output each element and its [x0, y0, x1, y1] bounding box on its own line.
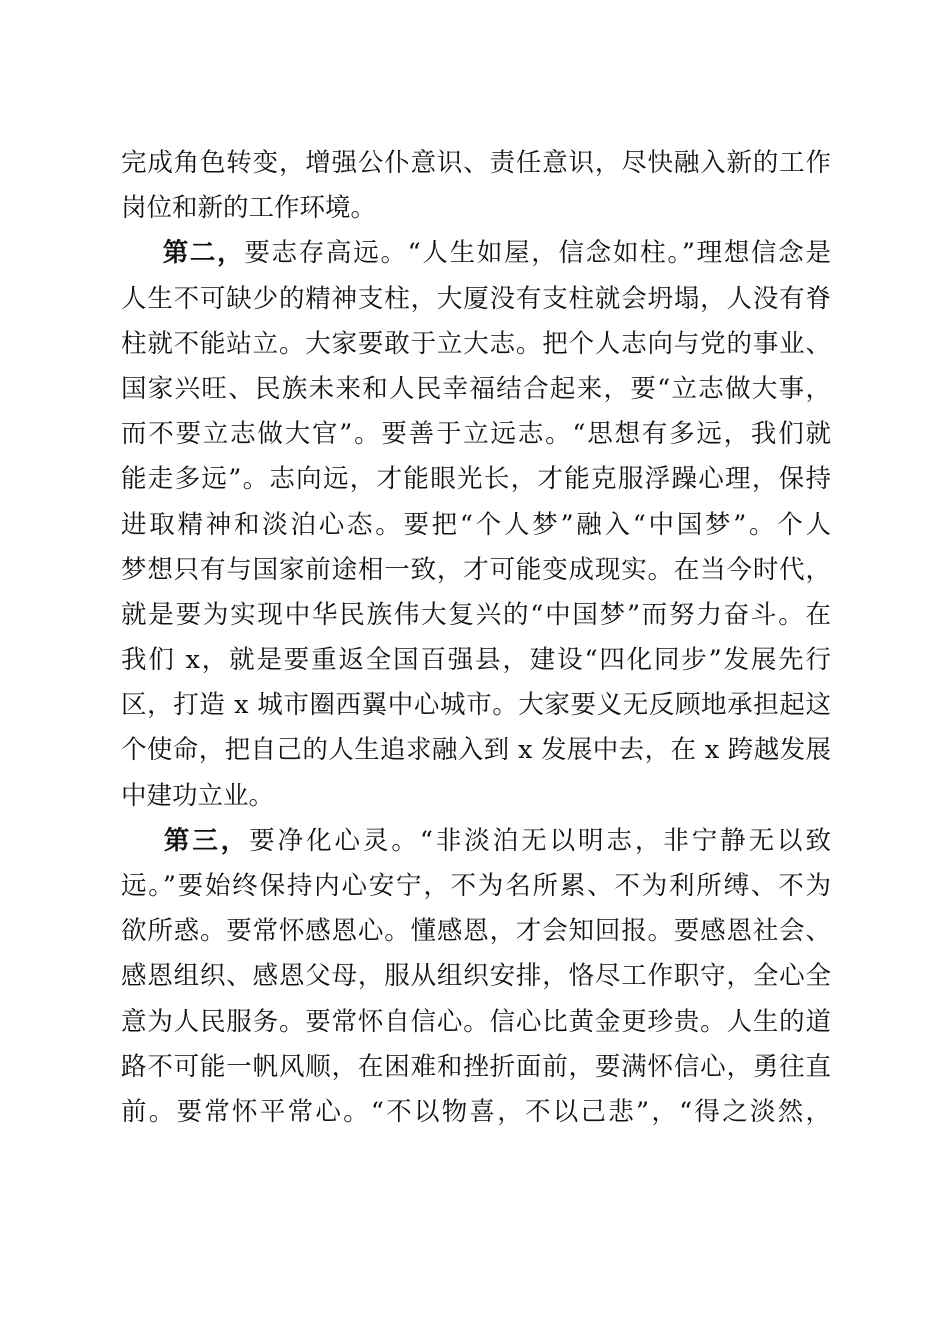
- text-line: 要净化心灵。“非淡泊无以明志，非宁静无以致: [249, 825, 831, 856]
- text-line: 国家兴旺、民族未来和人民幸福结合起来，要“立志做大事，: [121, 373, 831, 404]
- text-line: 区，打造 x 城市圈西翼中心城市。大家要义无反顾地承担起这: [121, 690, 831, 721]
- section-lead-second: 第二，: [161, 238, 245, 269]
- text-line: 个使命，把自己的人生追求融入到 x 发展中去，在 x 跨越发展: [121, 735, 831, 766]
- text-line: 我们 x，就是要重返全国百强县，建设“四化同步”发展先行: [121, 645, 831, 676]
- text-line: 前。要常怀平常心。“不以物喜，不以己悲”，“得之淡然，: [121, 1096, 831, 1127]
- body-text: [121, 141, 831, 1135]
- text-line: 完成角色转变，增强公仆意识、责任意识，尽快融入新的工作: [121, 148, 831, 178]
- text-line: 感恩组织、感恩父母，服从组织安排，恪尽工作职守，全心全: [121, 961, 831, 992]
- text-line: 而不要立志做大官”。要善于立远志。“思想有多远，我们就: [121, 419, 831, 450]
- text-line: 意为人民服务。要常怀自信心。信心比黄金更珍贵。人生的道: [121, 1006, 831, 1037]
- paragraph-third-first-line: [121, 819, 831, 864]
- text-line: 远。”要始终保持内心安宁，不为名所累、不为利所缚、不为: [121, 871, 831, 901]
- text-line: 要志存高远。“人生如屋，信念如柱。”理想信念是: [244, 238, 831, 269]
- paragraph-second-first-line: [121, 231, 831, 276]
- text-line: 梦想只有与国家前途相一致，才可能变成现实。在当今时代，: [121, 554, 831, 585]
- text-line: 欲所惑。要常怀感恩心。懂感恩，才会知回报。要感恩社会、: [121, 916, 831, 947]
- section-lead-third: 第三，: [161, 825, 250, 856]
- text-line: 中建功立业。: [121, 780, 275, 811]
- text-line: 人生不可缺少的精神支柱，大厦没有支柱就会坍塌，人没有脊: [121, 283, 831, 314]
- text-line: 就是要为实现中华民族伟大复兴的“中国梦”而努力奋斗。在: [121, 599, 831, 630]
- text-line: 岗位和新的工作环境。: [121, 193, 377, 224]
- text-line: 进取精神和淡泊心态。要把“个人梦”融入“中国梦”。个人: [121, 509, 831, 540]
- text-line: 路不可能一帆风顺，在困难和挫折面前，要满怀信心，勇往直: [121, 1051, 831, 1082]
- text-line: 柱就不能站立。大家要敢于立大志。把个人志向与党的事业、: [121, 328, 831, 359]
- text-line: 能走多远”。志向远，才能眼光长，才能克服浮躁心理，保持: [121, 464, 831, 495]
